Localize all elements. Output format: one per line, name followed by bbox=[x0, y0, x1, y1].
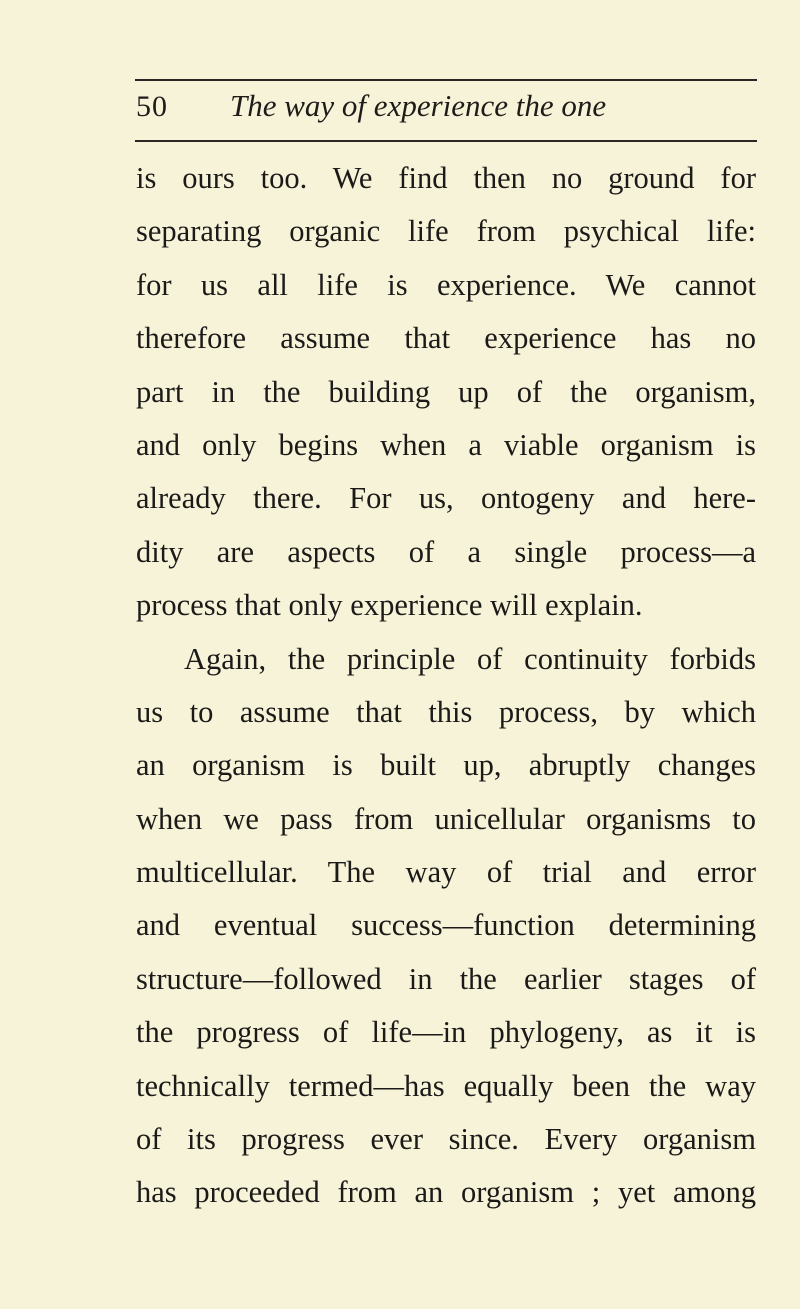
text-line: multicellular. The way of trial and error bbox=[136, 855, 756, 890]
header-top-rule bbox=[135, 79, 757, 81]
text-line: and only begins when a viable organism is bbox=[136, 427, 756, 462]
text-line: structure—followed in the earlier stages of bbox=[136, 961, 756, 996]
body-text bbox=[136, 152, 756, 1220]
text-line: process that only experience will explain. bbox=[136, 588, 643, 623]
text-line: when we pass from unicellular organisms to bbox=[136, 801, 756, 836]
text-line: is ours too. We find then no ground for bbox=[136, 161, 756, 195]
text-line: technically termed—has equally been the way bbox=[136, 1068, 756, 1103]
text-line: separating organic life from psychical life: bbox=[136, 214, 756, 249]
page-number: 50 bbox=[136, 90, 168, 123]
text-line: already there. For us, ontogeny and here- bbox=[136, 481, 756, 516]
text-line: of its progress ever since. Every organism bbox=[136, 1122, 756, 1157]
text-line: has proceeded from an organism ; yet among bbox=[136, 1175, 756, 1210]
running-title: The way of experience the one bbox=[230, 88, 607, 123]
text-line: part in the building up of the organism, bbox=[136, 374, 756, 409]
paragraph-start-line: Again, the principle of continuity forbids bbox=[184, 641, 756, 676]
running-header bbox=[136, 86, 756, 132]
text-line: an organism is built up, abruptly changes bbox=[136, 748, 756, 783]
text-line: us to assume that this process, by which bbox=[136, 694, 756, 729]
text-line: for us all life is experience. We cannot bbox=[136, 267, 756, 302]
text-line: therefore assume that experience has no bbox=[136, 321, 756, 356]
header-bottom-rule bbox=[135, 140, 757, 142]
text-line: and eventual success—function determining bbox=[136, 908, 756, 943]
text-line: the progress of life—in phylogeny, as it is bbox=[136, 1015, 756, 1050]
text-line: dity are aspects of a single process—a bbox=[136, 534, 756, 569]
